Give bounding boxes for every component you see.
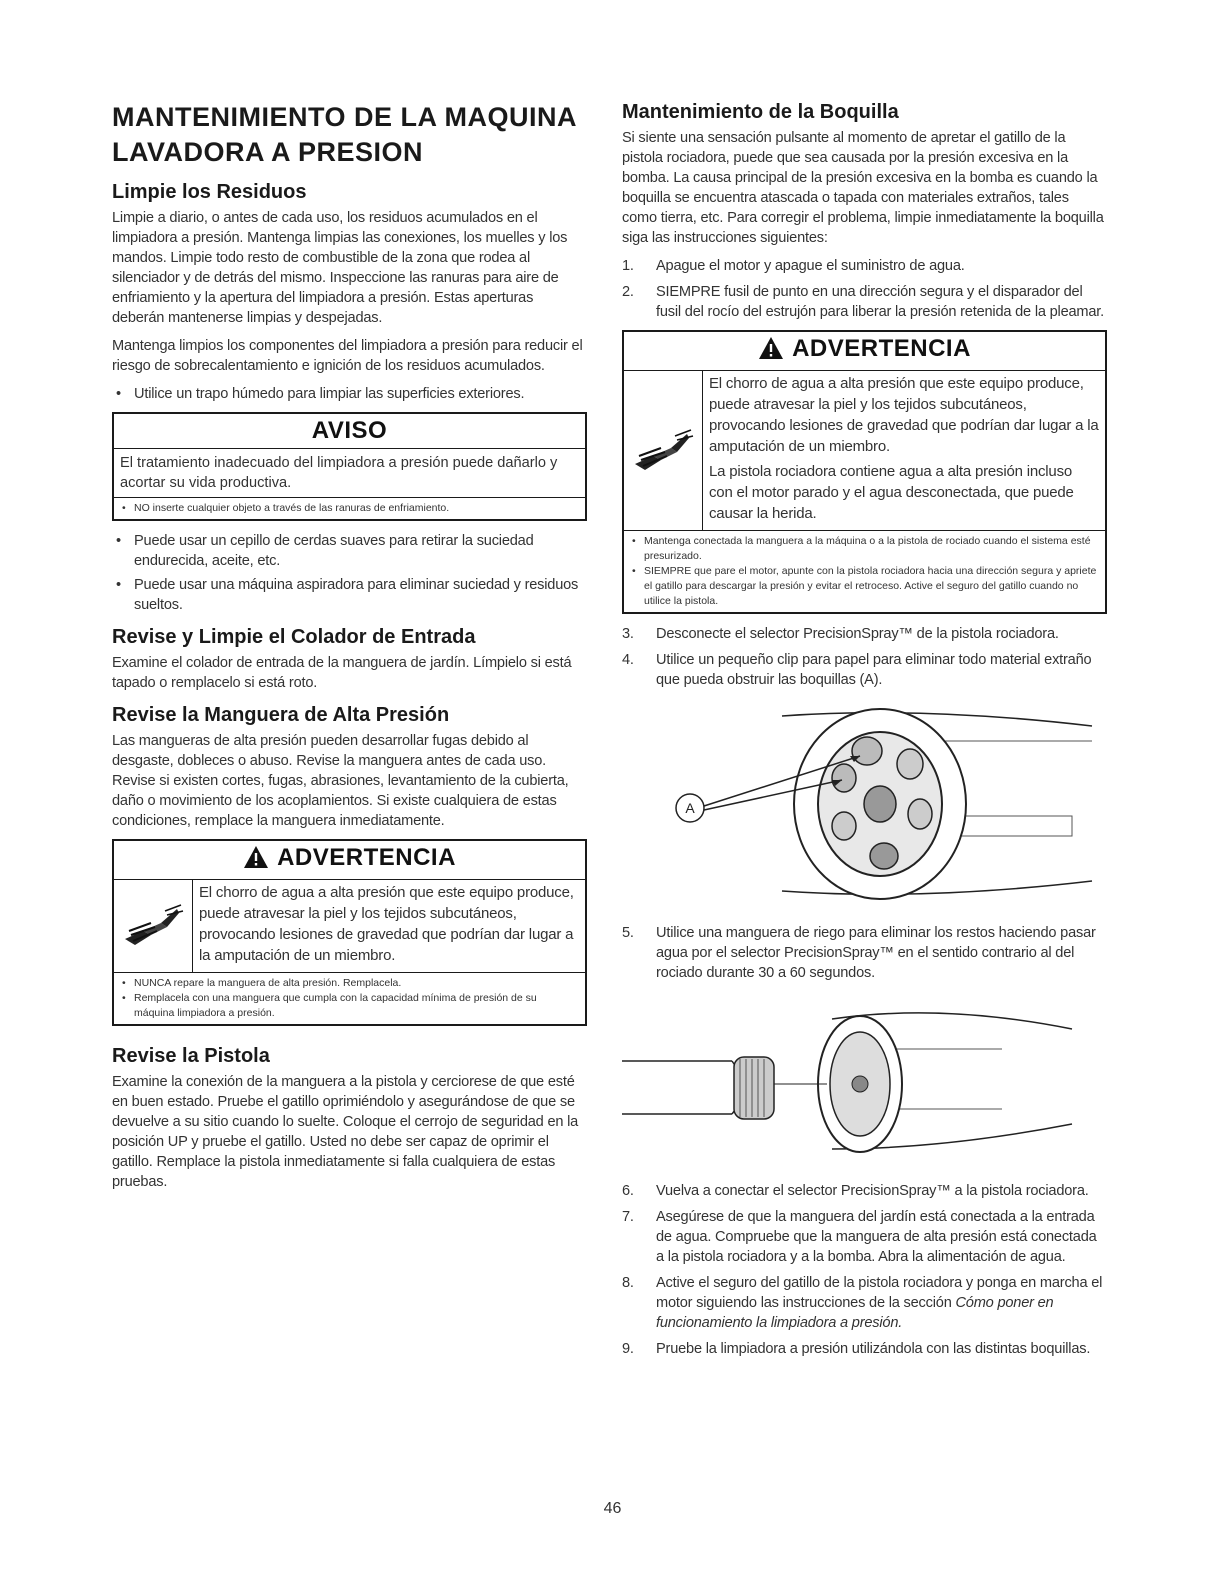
step-number: 3. xyxy=(622,626,634,642)
right-column xyxy=(622,100,1107,1365)
hose-flush-figure xyxy=(622,989,1107,1169)
pistola-paragraph: Examine la conexión de la manguera a la pistola y cerciorese de que esté en buen estado. Pruebe el gatillo oprimiéndolo y asegurándose de que se devuelve a su sitio cuando lo suelte. Coloque el cerrojo de seguridad en la posición UP y pruebe el gatillo. Usted no debe ser capaz de oprimir el gatillo. Remplace la pistola inmediatamente si falla cualquiera de estas pruebas. xyxy=(112,1074,579,1190)
left-column xyxy=(112,100,587,1200)
step-number: 2. xyxy=(622,284,634,300)
step-number: 6. xyxy=(622,1183,634,1199)
page-title xyxy=(112,100,587,170)
heading-pistola: Revise la Pistola xyxy=(112,1045,270,1067)
advertencia-heading-text: ADVERTENCIA xyxy=(792,335,971,362)
step-item xyxy=(622,650,1107,690)
nozzle-illustration xyxy=(622,696,1107,906)
advertencia-notes-right xyxy=(624,531,1105,612)
injection-hazard-icon xyxy=(114,880,193,972)
step-text: Utilice un pequeño clip para papel para eliminar todo material extraño que pueda obstruir las boquillas (A). xyxy=(656,652,1092,688)
step-text: Asegúrese de que la manguera del jardín está conectada a la entrada de agua. Compruebe que la manguera de alta presión está conectada a la pistola rociadora y a la bomba. Abra la alimentación de agua. xyxy=(656,1209,1097,1265)
step-number: 5. xyxy=(622,925,634,941)
boquilla-intro: Si siente una sensación pulsante al momento de apretar el gatillo de la pistola rociadora, puede que sea causada por la presión excesiva en la bomba. La causa principal de la presión excesiva en la bomba es cuando la boquilla se encuentra atascada o tapada con materiales extraños, tales como tierra, etc. Para corregir el problema, limpie inmediatamente la boquilla siga las instrucciones siguientes: xyxy=(622,130,1104,246)
heading-residuos: Limpie los Residuos xyxy=(112,181,307,203)
step-item xyxy=(622,282,1107,322)
advertencia-heading-right xyxy=(624,332,1105,371)
residuos-bullets xyxy=(112,384,587,404)
residuos-bullet: • Utilice un trapo húmedo para limpiar las superficies exteriores. xyxy=(112,384,587,404)
warning-triangle-icon xyxy=(243,845,269,879)
advertencia-note: • SIEMPRE que pare el motor, apunte con la pistola rociadora hacia una dirección segura y apriete el gatillo para descargar la presión y evitar el retroceso. Active el seguro del gatillo cuando no utilice la pistola. xyxy=(630,564,1099,609)
advertencia-note: • NUNCA repare la manguera de alta presión. Remplacela. xyxy=(120,976,579,991)
aviso-box xyxy=(112,412,587,521)
advertencia-content-left xyxy=(114,880,585,973)
advertencia-note: • Mantenga conectada la manguera a la máquina o a la pistola de rociado cuando el sistema esté presurizado. xyxy=(630,534,1099,564)
heading-manguera: Revise la Manguera de Alta Presión xyxy=(112,704,450,726)
advertencia-text-left: El chorro de agua a alta presión que este equipo produce, puede atravesar la piel y los tejidos subcutáneos, provocando lesiones de gravedad que podrían dar lugar a la amputación de un miembro. xyxy=(199,884,574,964)
warning-triangle-icon xyxy=(758,336,784,370)
step-number: 4. xyxy=(622,652,634,668)
limpieza-bullets xyxy=(112,531,587,615)
step-text: Pruebe la limpiadora a presión utilizándola con las distintas boquillas. xyxy=(656,1341,1091,1357)
step-number: 1. xyxy=(622,258,634,274)
advertencia-heading-left xyxy=(114,841,585,880)
step-number: 9. xyxy=(622,1341,634,1357)
page-title-line2: LAVADORA A PRESION xyxy=(112,137,424,167)
hose-flush-illustration xyxy=(622,989,1107,1164)
page-number: 46 xyxy=(603,1500,622,1517)
advertencia-text-right-1: El chorro de agua a alta presión que este equipo produce, puede atravesar la piel y los tejidos subcutáneos, provocando lesiones de gravedad que podrían dar lugar a la amputación de un miembro. xyxy=(709,375,1099,455)
steps-list-a xyxy=(622,256,1107,322)
aviso-heading: AVISO xyxy=(114,414,585,449)
residuos-paragraph-1: Limpie a diario, o antes de cada uso, los residuos acumulados en el limpiadora a presión. Mantenga limpias las conexiones, los muelles y los mandos. Limpie todo resto de combustible de la zona que rodea al silenciador y de detrás del mismo. Inspeccione las ranuras para aire de enfriamiento y la apertura del limpiadora a presión. Estas aperturas deberán mantenerse limpias y despejadas. xyxy=(112,210,568,326)
limpieza-bullet-1: • Puede usar un cepillo de cerdas suaves para retirar la suciedad endurecida, aceite, etc. xyxy=(112,531,587,571)
colador-paragraph: Examine el colador de entrada de la manguera de jardín. Límpielo si está tapado o remplacelo si está roto. xyxy=(112,655,572,691)
heading-boquilla: Mantenimiento de la Boquilla xyxy=(622,101,899,123)
limpieza-bullet-2: • Puede usar una máquina aspiradora para eliminar suciedad y residuos sueltos. xyxy=(112,575,587,615)
advertencia-notes-left xyxy=(114,973,585,1024)
heading-colador: Revise y Limpie el Colador de Entrada xyxy=(112,626,476,648)
manguera-paragraph: Las mangueras de alta presión pueden desarrollar fugas debido al desgaste, dobleces o abuso. Revise la manguera antes de cada uso. Revise si existen cortes, fugas, abrasiones, levantamiento de la cubierta, daño o movimiento de los acoplamientos. Si existe cualquiera de estas condiciones, remplace la manguera inmediatamente. xyxy=(112,733,569,829)
steps-list-b xyxy=(622,624,1107,690)
step-text: Active el seguro del gatillo de la pistola rociadora y ponga en marcha el motor siguiendo las instrucciones de la sección xyxy=(656,1275,1103,1311)
steps-list-d xyxy=(622,1181,1107,1359)
step-item xyxy=(622,1273,1107,1333)
step-text: Apague el motor y apague el suministro de agua. xyxy=(656,258,965,274)
advertencia-note: • Remplacela con una manguera que cumpla con la capacidad mínima de presión de su máquina limpiadora a presión. xyxy=(120,991,579,1021)
advertencia-box-right xyxy=(622,330,1107,614)
step-item xyxy=(622,923,1107,983)
nozzle-figure xyxy=(622,696,1107,911)
step-item xyxy=(622,1181,1107,1201)
steps-list-c xyxy=(622,923,1107,983)
advertencia-box-left xyxy=(112,839,587,1026)
step-text: Desconecte el selector PrecisionSpray™ de la pistola rociadora. xyxy=(656,626,1059,642)
step-item xyxy=(622,624,1107,644)
step-item xyxy=(622,1207,1107,1267)
step-number: 7. xyxy=(622,1209,634,1225)
aviso-note: • NO inserte cualquier objeto a través de las ranuras de enfriamiento. xyxy=(120,501,579,516)
step-item xyxy=(622,1339,1107,1359)
step-text: SIEMPRE fusil de punto en una dirección segura y el disparador del fusil del rocío del estrujón para liberar la presión retenida de la pleamar. xyxy=(656,284,1105,320)
advertencia-heading-text: ADVERTENCIA xyxy=(277,844,456,871)
page-title-line1: MANTENIMIENTO DE LA MAQUINA xyxy=(112,102,577,132)
step-item xyxy=(622,256,1107,276)
figure-label-a: A xyxy=(685,800,695,816)
aviso-notes xyxy=(114,498,585,519)
residuos-paragraph-2: Mantenga limpios los componentes del limpiadora a presión para reducir el riesgo de sobrecalentamiento e ignición de los residuos acumulados. xyxy=(112,338,583,374)
step-text: Utilice una manguera de riego para eliminar los restos haciendo pasar agua por el selector PrecisionSpray™ en el sentido contrario al del rociado durante 30 a 60 segundos. xyxy=(656,925,1096,981)
aviso-body: El tratamiento inadecuado del limpiadora a presión puede dañarlo y acortar su vida productiva. xyxy=(114,449,585,498)
advertencia-text-right-2: La pistola rociadora contiene agua a alta presión incluso con el motor parado y el agua desconectada, que puede causar la herida. xyxy=(709,463,1074,522)
step-text: Vuelva a conectar el selector PrecisionSpray™ a la pistola rociadora. xyxy=(656,1183,1089,1199)
injection-hazard-icon xyxy=(624,371,703,530)
advertencia-content-right xyxy=(624,371,1105,531)
step-number: 8. xyxy=(622,1275,634,1291)
section-reference: Cómo poner en funcionamiento la limpiadora a presión. xyxy=(656,1295,1054,1331)
